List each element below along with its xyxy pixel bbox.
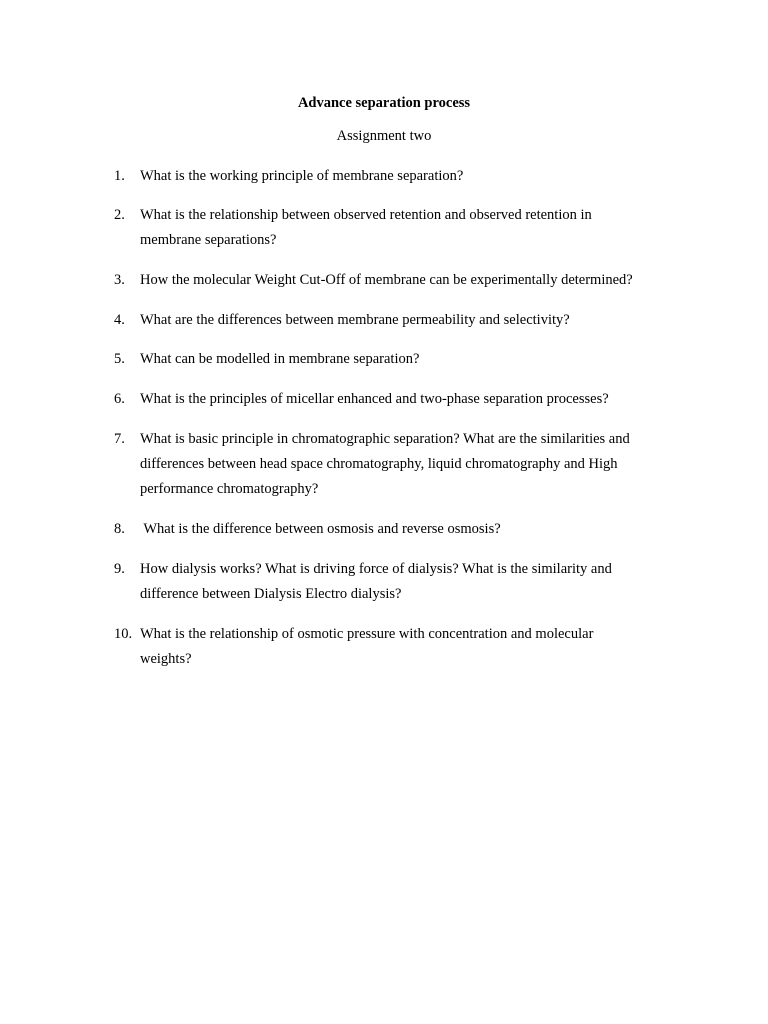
- question-text-line: performance chromatography?: [140, 481, 319, 497]
- question-number: 10.: [114, 626, 133, 642]
- question-text-line: What is the principles of micellar enhanced and two-phase separation processes?: [140, 391, 609, 407]
- question-number: 9.: [114, 561, 125, 577]
- document-title: Advance separation process: [297, 95, 471, 111]
- question-number: 5.: [114, 351, 125, 367]
- question-number: 3.: [114, 272, 125, 288]
- question-text-line: What is the relationship of osmotic pressure with concentration and molecular: [140, 626, 594, 642]
- question-text-line: differences between head space chromatography, liquid chromatography and High: [140, 456, 618, 472]
- question-text-line: What can be modelled in membrane separation?: [140, 351, 420, 367]
- question-text-line: membrane separations?: [140, 232, 277, 248]
- question-text-line: What is the relationship between observed retention and observed retention in: [140, 207, 592, 223]
- question-text-line: How dialysis works? What is driving force of dialysis? What is the similarity and: [140, 561, 612, 577]
- question-number: 8.: [114, 521, 125, 537]
- question-number: 7.: [114, 431, 125, 447]
- question-text-line: How the molecular Weight Cut-Off of membrane can be experimentally determined?: [140, 272, 633, 288]
- question-text-line: What are the differences between membrane permeability and selectivity?: [140, 312, 570, 328]
- question-number: 2.: [114, 207, 125, 223]
- document-subtitle: Assignment two: [336, 128, 432, 144]
- question-text-line: weights?: [140, 651, 192, 667]
- question-number: 4.: [114, 312, 125, 328]
- question-text-line: What is basic principle in chromatographic separation? What are the similarities and: [140, 431, 630, 447]
- question-number: 6.: [114, 391, 125, 407]
- question-number: 1.: [114, 168, 125, 184]
- question-text-line: What is the difference between osmosis and reverse osmosis?: [140, 521, 501, 537]
- question-text-line: difference between Dialysis Electro dialysis?: [140, 586, 402, 602]
- question-text-line: What is the working principle of membrane separation?: [140, 168, 464, 184]
